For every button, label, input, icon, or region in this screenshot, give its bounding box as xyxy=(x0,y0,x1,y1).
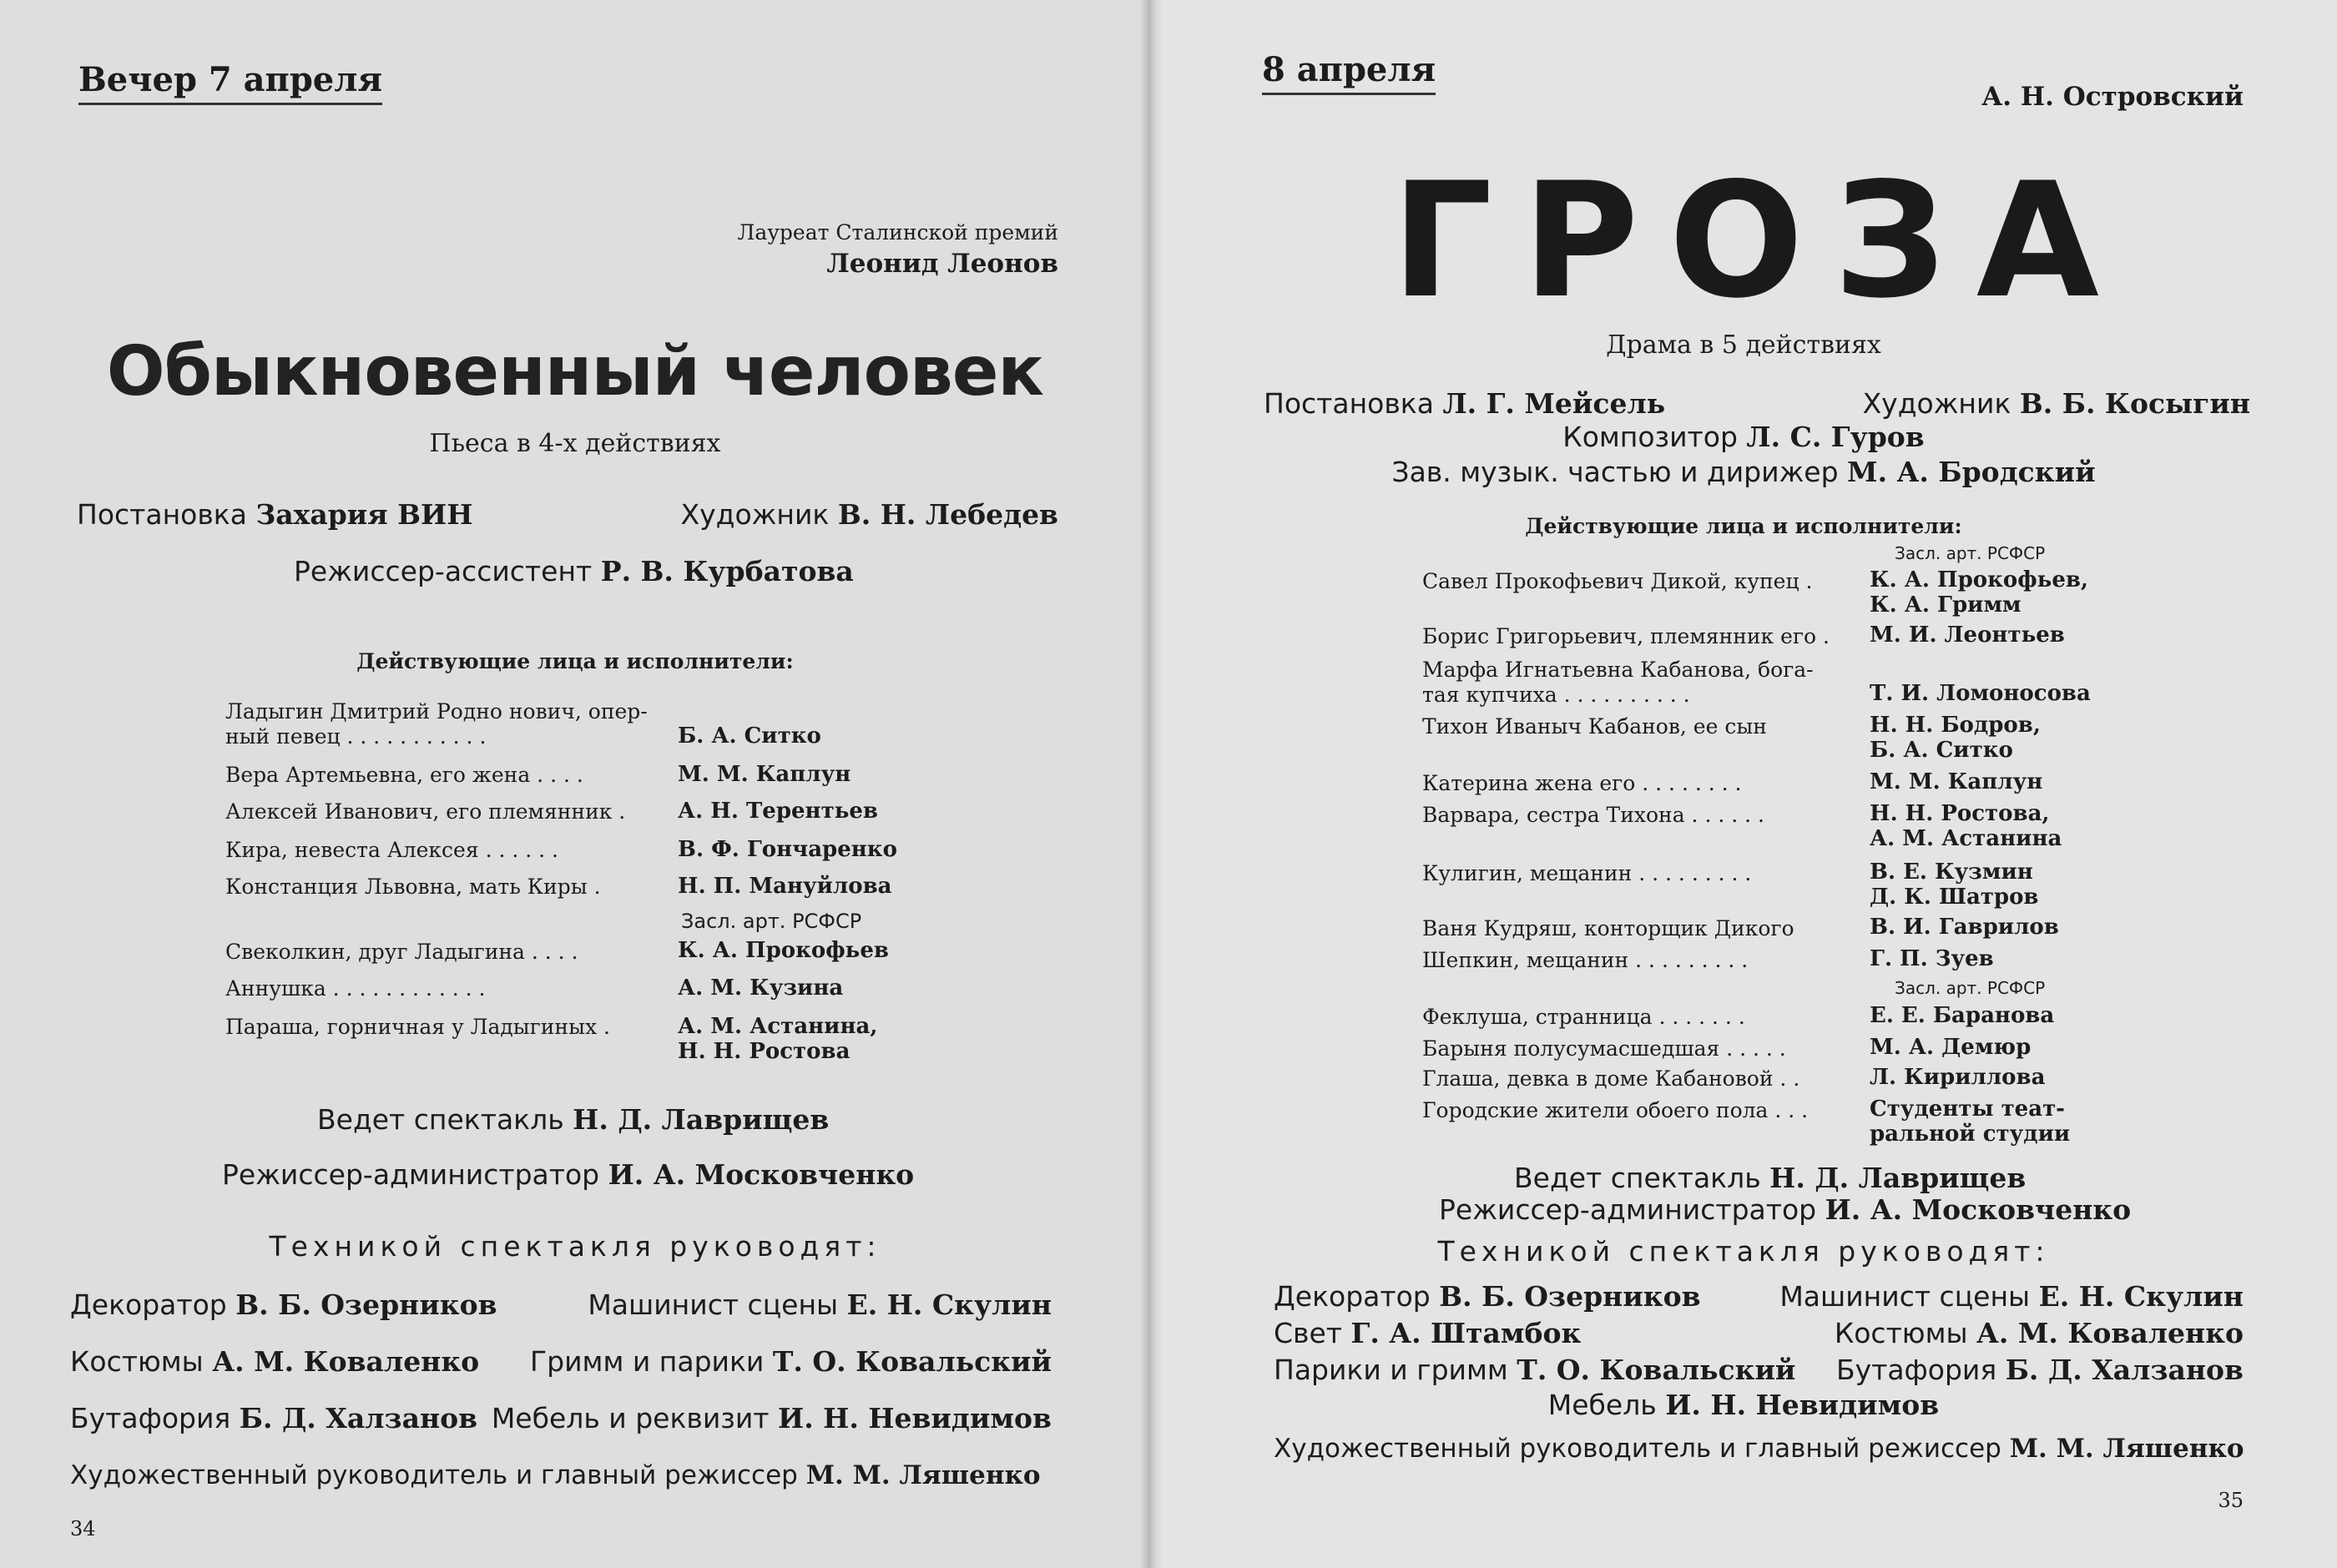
left-cast-heading: Действующие лица и исполнители: xyxy=(356,649,794,673)
tech-name: Б. Д. Халзанов xyxy=(2005,1354,2244,1386)
cast-actor: А. М. Астанина xyxy=(1870,826,2062,851)
left-admin-label: Режиссер-администратор xyxy=(222,1158,600,1191)
right-tech-heading: Техникой спектакля руководят: xyxy=(1437,1235,2050,1268)
left-artist-label: Художник xyxy=(680,498,830,531)
book-gutter xyxy=(1140,0,1162,1568)
left-tech-heading: Техникой спектакля руководят: xyxy=(269,1230,881,1263)
left-director-name: М. М. Ляшенко xyxy=(805,1460,1041,1490)
cast-role: Констанция Львовна, мать Киры . xyxy=(225,875,601,899)
cast-role: Варвара, сестра Тихона . . . . . . xyxy=(1422,803,1764,827)
left-staging-name: Захария ВИН xyxy=(255,498,473,531)
tech-name: И. Н. Невидимов xyxy=(1665,1389,1940,1421)
left-admin-name: И. А. Московченко xyxy=(608,1158,915,1191)
right-composer-credit xyxy=(1150,421,2337,453)
cast-actor: М. М. Каплун xyxy=(678,762,851,787)
right-admin-name: И. А. Московченко xyxy=(1825,1193,2132,1226)
cast-actor: К. А. Гримм xyxy=(1870,592,2022,618)
right-play-title: ГРОЗА xyxy=(1391,149,2129,333)
tech-credit xyxy=(530,1345,1052,1378)
cast-actor: А. Н. Терентьев xyxy=(678,799,878,824)
tech-name: В. Б. Озерников xyxy=(1439,1280,1701,1313)
cast-actor: М. М. Каплун xyxy=(1870,769,2043,794)
left-assistant-label: Режиссер-ассистент xyxy=(294,555,593,587)
left-author-note: Лауреат Сталинской премий xyxy=(737,220,1058,245)
tech-credit xyxy=(1274,1280,1701,1313)
cast-actor: М. И. Леонтьев xyxy=(1870,623,2065,648)
tech-name: А. М. Коваленко xyxy=(1976,1317,2244,1349)
tech-credit xyxy=(70,1402,477,1434)
cast-actor: Студенты теат- xyxy=(1870,1097,2065,1122)
cast-role: Борис Григорьевич, племянник его . xyxy=(1422,624,1830,648)
right-artist-label: Художник xyxy=(1862,387,2011,420)
cast-actor: М. А. Демюр xyxy=(1870,1035,2032,1060)
cast-actor: Б. А. Ситко xyxy=(678,723,821,749)
tech-credit xyxy=(492,1402,1052,1434)
tech-name: Е. Н. Скулин xyxy=(2038,1280,2244,1313)
right-staging-credit xyxy=(1264,387,1665,420)
right-music-name: М. А. Бродский xyxy=(1847,456,2096,488)
cast-role: Свеколкин, друг Ладыгина . . . . xyxy=(225,940,578,964)
tech-credit xyxy=(588,1288,1052,1321)
right-play-subtitle: Драма в 5 действиях xyxy=(1606,330,1881,360)
honorary-title: Засл. арт. РСФСР xyxy=(681,910,862,933)
cast-role: ный певец . . . . . . . . . . . xyxy=(225,724,487,749)
tech-name: Б. Д. Халзанов xyxy=(239,1402,478,1434)
left-page xyxy=(0,0,1150,1568)
tech-credit xyxy=(70,1345,479,1378)
tech-credit xyxy=(1150,1389,2337,1421)
cast-actor: Б. А. Ситко xyxy=(1870,738,2013,763)
cast-role: Кулигин, мещанин . . . . . . . . . xyxy=(1422,861,1752,885)
cast-role: Шепкин, мещанин . . . . . . . . . xyxy=(1422,948,1749,972)
cast-role: Глаша, девка в доме Кабановой . . xyxy=(1422,1066,1800,1091)
tech-label: Декоратор xyxy=(1274,1280,1431,1313)
right-director-label: Художественный руководитель и главный режиссер xyxy=(1274,1434,2001,1464)
left-staging-credit xyxy=(77,498,472,531)
right-cast-heading: Действующие лица и исполнители: xyxy=(1525,514,1962,538)
cast-role: тая купчиха . . . . . . . . . . xyxy=(1422,683,1690,707)
right-lead-name: Н. Д. Лаврищев xyxy=(1769,1162,2027,1194)
left-director-label: Художественный руководитель и главный режиссер xyxy=(70,1460,798,1490)
right-date-heading: 8 апреля xyxy=(1262,50,1436,95)
cast-actor: А. М. Кузина xyxy=(678,976,844,1001)
tech-name: Е. Н. Скулин xyxy=(846,1288,1052,1321)
cast-actor: Л. Кириллова xyxy=(1870,1065,2046,1090)
cast-role: Вера Артемьевна, его жена . . . . xyxy=(225,763,583,787)
right-page xyxy=(1150,0,2337,1568)
cast-actor: Н. Н. Ростова xyxy=(678,1039,851,1064)
tech-label: Костюмы xyxy=(1834,1317,1968,1349)
tech-name: И. Н. Невидимов xyxy=(778,1402,1052,1434)
tech-label: Машинист сцены xyxy=(1779,1280,2031,1313)
right-composer-name: Л. С. Гуров xyxy=(1746,421,1925,453)
cast-actor: ральной студии xyxy=(1870,1122,2071,1147)
left-staging-label: Постановка xyxy=(77,498,247,531)
cast-role: Тихон Иваныч Кабанов, ее сын xyxy=(1422,714,1767,739)
cast-actor: Д. К. Шатров xyxy=(1870,885,2039,910)
tech-label: Бутафория xyxy=(70,1402,231,1434)
tech-label: Машинист сцены xyxy=(588,1288,839,1321)
right-director-credit xyxy=(1274,1434,2244,1464)
right-director-name: М. М. Ляшенко xyxy=(2009,1434,2244,1464)
right-staging-name: Л. Г. Мейсель xyxy=(1442,387,1666,420)
tech-label: Декоратор xyxy=(70,1288,227,1321)
tech-credit xyxy=(70,1288,497,1321)
right-artist-credit xyxy=(1863,387,2250,420)
right-music-label: Зав. музык. частью и дирижер xyxy=(1391,456,1839,488)
cast-actor: Н. Н. Бодров, xyxy=(1870,713,2041,738)
cast-actor: Е. Е. Баранова xyxy=(1870,1003,2055,1028)
tech-name: Т. О. Ковальский xyxy=(1517,1354,1796,1386)
right-admin-credit xyxy=(1439,1193,2131,1226)
honorary-title: Засл. арт. РСФСР xyxy=(1895,543,2046,563)
cast-role: Кира, невеста Алексея . . . . . . xyxy=(225,838,558,862)
tech-credit xyxy=(1836,1354,2244,1386)
right-music-credit xyxy=(1150,456,2337,488)
tech-label: Бутафория xyxy=(1835,1354,1997,1386)
right-page-number: 35 xyxy=(2218,1489,2244,1512)
left-assistant-credit xyxy=(294,555,854,587)
tech-label: Костюмы xyxy=(70,1345,204,1378)
right-staging-label: Постановка xyxy=(1264,387,1434,420)
cast-actor: К. А. Прокофьев, xyxy=(1870,567,2088,592)
tech-credit xyxy=(1835,1317,2244,1349)
tech-credit xyxy=(1274,1354,1795,1386)
cast-role: Марфа Игнатьевна Кабанова, бога- xyxy=(1422,658,1814,682)
cast-role: Катерина жена его . . . . . . . . xyxy=(1422,771,1742,795)
left-artist-credit xyxy=(681,498,1058,531)
cast-actor: А. М. Астанина, xyxy=(678,1014,878,1039)
cast-actor: Н. Н. Ростова, xyxy=(1870,801,2050,826)
cast-role: Параша, горничная у Ладыгиных . xyxy=(225,1015,610,1039)
tech-label: Мебель и реквизит xyxy=(491,1402,770,1434)
cast-role: Савел Прокофьевич Дикой, купец . xyxy=(1422,569,1813,593)
cast-role: Аннушка . . . . . . . . . . . . xyxy=(225,976,486,1001)
tech-name: Г. А. Штамбок xyxy=(1350,1317,1582,1349)
right-admin-label: Режиссер-администратор xyxy=(1439,1193,1817,1226)
tech-label: Мебель xyxy=(1547,1389,1657,1421)
left-artist-name: В. Н. Лебедев xyxy=(837,498,1058,531)
right-author-name: А. Н. Островский xyxy=(1981,82,2244,112)
cast-actor: Г. П. Зуев xyxy=(1870,946,1994,971)
tech-name: В. Б. Озерников xyxy=(235,1288,497,1321)
tech-credit xyxy=(1274,1317,1581,1349)
left-page-number: 34 xyxy=(70,1517,96,1540)
cast-role: Феклуша, странница . . . . . . . xyxy=(1422,1005,1745,1029)
left-play-title: Обыкновенный человек xyxy=(106,332,1044,411)
cast-role: Ладыгин Дмитрий Родно нович, опер- xyxy=(225,699,648,723)
left-lead-name: Н. Д. Лаврищев xyxy=(573,1103,830,1136)
tech-label: Парики и гримм xyxy=(1274,1354,1508,1386)
right-lead-label: Ведет спектакль xyxy=(1514,1162,1761,1194)
cast-actor: К. А. Прокофьев xyxy=(678,938,889,963)
cast-role: Ваня Кудряш, конторщик Дикого xyxy=(1422,916,1794,940)
right-artist-name: В. Б. Косыгин xyxy=(2019,387,2250,420)
cast-actor: Н. П. Мануйлова xyxy=(678,874,892,899)
cast-role: Городские жители обоего пола . . . xyxy=(1422,1098,1809,1122)
right-lead-credit xyxy=(1514,1162,2026,1194)
right-composer-label: Композитор xyxy=(1562,421,1738,453)
left-lead-label: Ведет спектакль xyxy=(317,1103,564,1136)
tech-label: Свет xyxy=(1274,1317,1343,1349)
cast-actor: В. Ф. Гончаренко xyxy=(678,837,897,862)
tech-name: А. М. Коваленко xyxy=(212,1345,480,1378)
cast-role: Барыня полусумасшедшая . . . . . xyxy=(1422,1036,1786,1061)
left-play-subtitle: Пьеса в 4-х действиях xyxy=(429,429,721,458)
left-admin-credit xyxy=(222,1158,914,1191)
tech-credit xyxy=(1779,1280,2244,1313)
cast-role: Алексей Иванович, его племянник . xyxy=(225,799,626,824)
honorary-title: Засл. арт. РСФСР xyxy=(1895,978,2046,998)
left-lead-credit xyxy=(317,1103,829,1136)
left-director-credit xyxy=(70,1460,1041,1490)
left-date-heading: Вечер 7 апреля xyxy=(78,60,382,105)
tech-name: Т. О. Ковальский xyxy=(772,1345,1052,1378)
cast-actor: Т. И. Ломоносова xyxy=(1870,681,2091,706)
cast-actor: В. Е. Кузмин xyxy=(1870,860,2033,885)
left-assistant-name: Р. В. Курбатова xyxy=(600,555,854,587)
tech-label: Гримм и парики xyxy=(530,1345,765,1378)
cast-actor: В. И. Гаврилов xyxy=(1870,915,2059,940)
left-author-name: Леонид Леонов xyxy=(826,249,1058,279)
